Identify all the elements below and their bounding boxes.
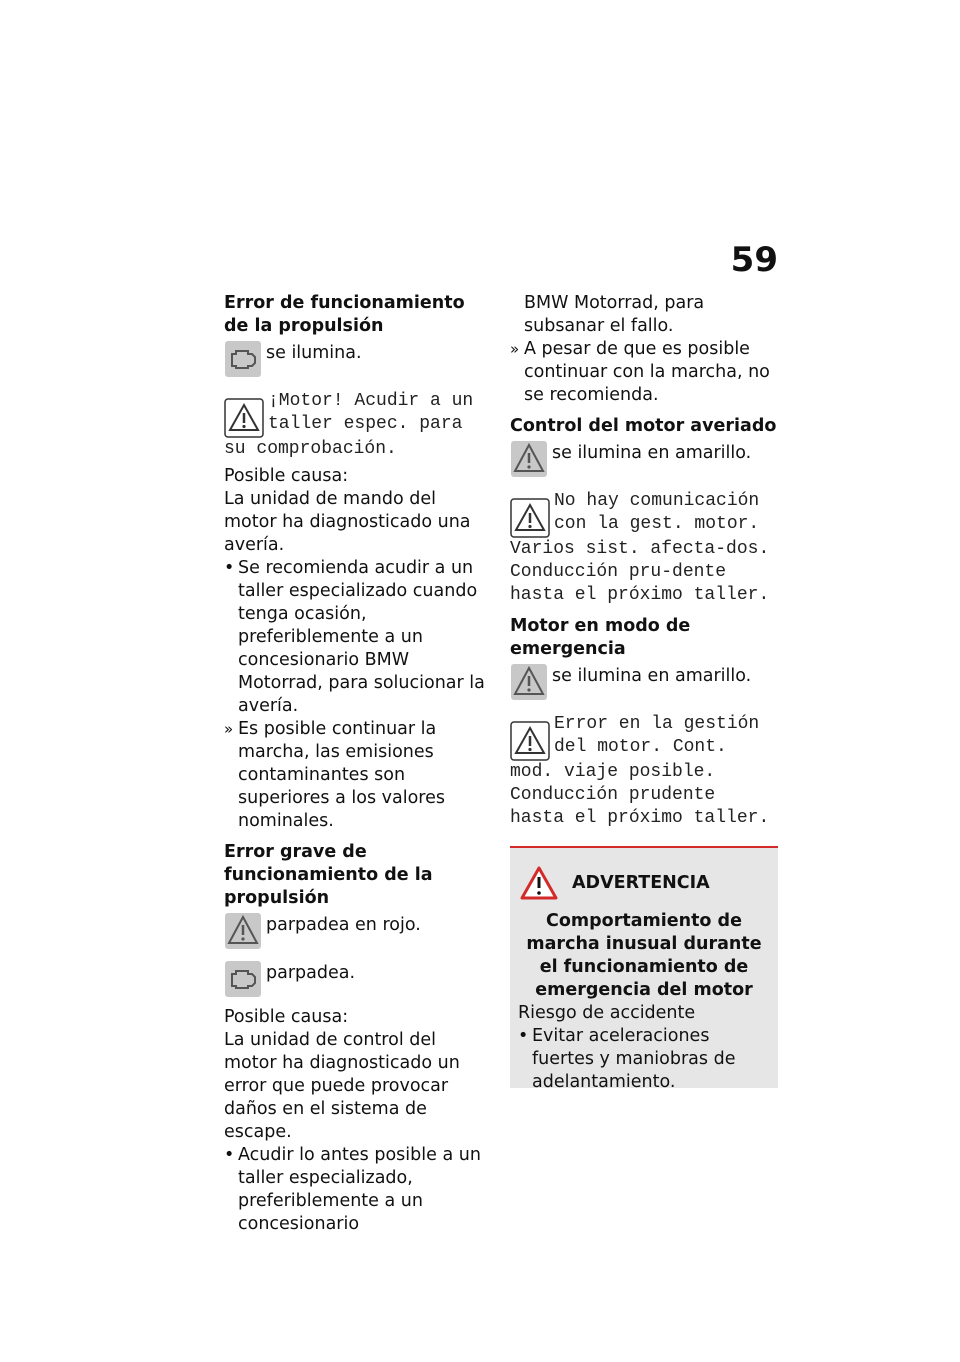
indicator-row: [224, 340, 492, 378]
indicator-text: parpadea en rojo.: [266, 915, 421, 935]
warning-triangle-icon: [520, 866, 558, 900]
indicator-row: [224, 912, 492, 950]
warning-bullet: • Evitar aceleraciones fuertes y maniobras de adelantamiento.: [518, 1025, 770, 1094]
warning-box: [510, 846, 778, 1092]
warning-risk: Riesgo de accidente: [518, 1003, 696, 1023]
section-title-severe-error: Error grave de funcionamiento de la propulsión: [224, 842, 433, 908]
result-text: » Es posible continuar la marcha, las emisiones contaminantes son superiores a los valores nominales.: [224, 718, 492, 833]
warning-light-icon: [510, 440, 548, 478]
display-message-line: ¡Motor! Acudir a un taller espec. para: [268, 391, 474, 434]
display-message-line: Error en la gestión del motor. Cont.: [554, 714, 760, 757]
display-message: [510, 713, 780, 830]
warning-body: [518, 910, 770, 1094]
left-column: [224, 292, 492, 1236]
warning-triangle-icon: [510, 498, 550, 538]
section-title-engine-control-fault: Control del motor averiado: [510, 416, 777, 436]
display-message: [510, 490, 780, 607]
display-message: [224, 390, 492, 461]
indicator-text: se ilumina en amarillo.: [552, 443, 752, 463]
warning-triangle-icon: [224, 398, 264, 438]
display-message-cont: su comprobación.: [224, 439, 397, 459]
continued-text: BMW Motorrad, para subsanar el fallo.: [524, 293, 705, 336]
result-text: » A pesar de que es posible continuar con la marcha, no se recomienda.: [510, 338, 780, 407]
indicator-text: se ilumina en amarillo.: [552, 666, 752, 686]
right-column: [510, 292, 780, 830]
section-title-emergency-mode: Motor en modo de emergencia: [510, 616, 691, 659]
engine-icon: [224, 960, 262, 998]
cause-label: Posible causa:: [224, 1007, 349, 1027]
display-message-cont: Varios sist. afecta-dos. Conducción pru-dente hasta el próximo taller.: [510, 539, 770, 605]
indicator-row: [510, 663, 780, 701]
cause-text: La unidad de control del motor ha diagnosticado un error que puede provocar daños en el sistema de escape.: [224, 1030, 460, 1142]
action-bullet: • Acudir lo antes posible a un taller especializado, preferiblemente a un concesionario: [224, 1144, 492, 1236]
indicator-row: [510, 440, 780, 478]
warning-light-icon: [510, 663, 548, 701]
warning-header: [520, 866, 778, 900]
warning-triangle-icon: [510, 721, 550, 761]
indicator-text: parpadea.: [266, 963, 356, 983]
warning-light-icon: [224, 912, 262, 950]
warning-label: ADVERTENCIA: [572, 873, 710, 893]
page-number: 59: [730, 240, 778, 280]
section-title-propulsion-error: Error de funcionamiento de la propulsión: [224, 293, 465, 336]
indicator-text: se ilumina.: [266, 343, 362, 363]
cause-text: La unidad de mando del motor ha diagnosticado una avería.: [224, 489, 471, 555]
display-message-line: No hay comunicación con la gest. motor.: [554, 491, 760, 534]
display-message-cont: mod. viaje posible. Conducción prudente hasta el próximo taller.: [510, 762, 770, 828]
engine-icon: [224, 340, 262, 378]
cause-label: Posible causa:: [224, 466, 349, 486]
warning-heading: Comportamiento de marcha inusual durante el funcionamiento de emergencia del motor: [526, 911, 762, 1000]
indicator-row: [224, 960, 492, 998]
action-bullet: • Se recomienda acudir a un taller especializado cuando tenga ocasión, preferiblemente a un concesionario BMW Motorrad, para solucionar la avería.: [224, 557, 492, 718]
